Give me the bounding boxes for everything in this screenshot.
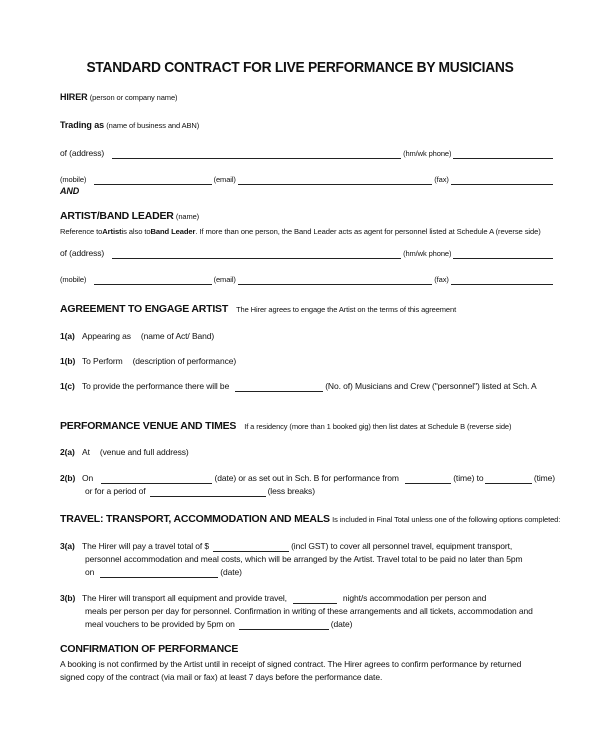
fax-label: (fax) — [434, 175, 449, 184]
clause-number: 2(a) — [60, 447, 75, 457]
clause-1b — [60, 356, 555, 367]
clause-text: To Perform — [82, 356, 123, 366]
travel-heading: TRAVEL: TRANSPORT, ACCOMMODATION AND MEALS — [60, 513, 330, 525]
hirer-fax-field[interactable] — [451, 175, 553, 185]
artist-name-row — [60, 211, 540, 222]
clause-text: on — [85, 567, 95, 577]
ref-artist: Artist — [102, 227, 122, 236]
clause-hint: (description of performance) — [132, 356, 237, 366]
agreement-heading-row — [60, 304, 555, 315]
hirer-mobile-field[interactable] — [94, 175, 211, 185]
artist-hint: (name) — [175, 212, 200, 221]
clause-2b — [60, 473, 555, 484]
ref-text: is also to — [121, 227, 151, 236]
clause-text: At — [82, 447, 90, 457]
clause-text: The Hirer will pay a travel total of $ — [82, 541, 210, 551]
clause-number: 3(b) — [60, 593, 76, 603]
clause-number: 1(b) — [60, 356, 76, 366]
clause-number: 3(a) — [60, 541, 75, 551]
travel-total-field[interactable] — [213, 542, 289, 552]
clause-text: meals per person per day for personnel. Confirmation in writing of these arrangements and all tickets, accommodation and — [85, 606, 533, 616]
clause-text: personnel accommodation and meal costs, which will be arranged by the Artist. Travel total to be paid no later than 5pm — [85, 554, 523, 564]
start-time-field[interactable] — [405, 474, 451, 484]
clause-text: Appearing as — [82, 331, 131, 341]
artist-address-row — [60, 248, 555, 259]
hirer-phone-field[interactable] — [453, 149, 553, 159]
hirer-email-field[interactable] — [238, 175, 432, 185]
clause-number: 1(c) — [60, 381, 75, 391]
ref-text: Reference to — [60, 227, 103, 236]
fax-label: (fax) — [434, 275, 449, 284]
confirmation-heading-row — [60, 644, 555, 655]
clause-hint: (name of Act/ Band) — [140, 331, 215, 341]
clause-hint: (No. of) Musicians and Crew ("personnel") listed at Sch. A — [325, 381, 537, 391]
clause-3b-line3 — [60, 619, 555, 630]
clause-text: or for a period of — [85, 486, 146, 496]
mobile-label: (mobile) — [60, 275, 87, 284]
clause-hint: (time) to — [453, 473, 484, 483]
hirer-hint: (person or company name) — [89, 93, 178, 102]
clause-text: night/s accommodation per person and — [342, 593, 487, 603]
email-label: (email) — [213, 175, 236, 184]
clause-number: 2(b) — [60, 473, 76, 483]
confirmation-heading: CONFIRMATION OF PERFORMANCE — [60, 643, 239, 655]
trading-row — [60, 120, 555, 131]
clause-3a-line3 — [60, 567, 555, 578]
trading-label: Trading as — [60, 120, 105, 130]
artist-mobile-field[interactable] — [94, 275, 211, 285]
artist-address-field[interactable] — [112, 249, 401, 259]
clause-3b-line2 — [60, 606, 555, 617]
confirmation-text: signed copy of the contract (via mail or fax) at least 7 days before the performance date. — [60, 672, 383, 682]
end-time-field[interactable] — [485, 474, 531, 484]
clause-2a — [60, 447, 555, 458]
travel-note: Is included in Final Total unless one of the following options completed: — [332, 515, 561, 524]
address-label: of (address) — [60, 248, 105, 258]
hirer-address-field[interactable] — [112, 149, 401, 159]
artist-reference-note — [60, 226, 565, 237]
confirmation-line-1 — [60, 659, 555, 670]
address-label: of (address) — [60, 148, 105, 158]
travel-heading-row — [60, 514, 560, 525]
ref-band-leader: Band Leader — [150, 227, 196, 236]
mobile-label: (mobile) — [60, 175, 87, 184]
artist-contact-row — [60, 274, 555, 285]
clause-hint: (time) — [533, 473, 555, 483]
clause-hint: (date) — [220, 567, 242, 577]
clause-3b — [60, 593, 555, 604]
clause-text: To provide the performance there will be — [82, 381, 230, 391]
clause-1c — [60, 381, 555, 392]
nights-field[interactable] — [293, 594, 337, 604]
clause-hint: (date) or as set out in Sch. B for performance from — [214, 473, 399, 483]
agreement-note: The Hirer agrees to engage the Artist on the terms of this agreement — [236, 305, 457, 314]
venue-heading: PERFORMANCE VENUE AND TIMES — [60, 420, 237, 432]
artist-email-field[interactable] — [238, 275, 432, 285]
email-label: (email) — [213, 275, 236, 284]
clause-3a-line2 — [60, 554, 555, 565]
artist-label: ARTIST/BAND LEADER — [60, 210, 174, 222]
clause-number: 1(a) — [60, 331, 75, 341]
trading-hint: (name of business and ABN) — [106, 121, 200, 130]
artist-phone-field[interactable] — [453, 249, 553, 259]
clause-text: meal vouchers to be provided by 5pm on — [85, 619, 235, 629]
hirer-name-row — [60, 92, 555, 103]
clause-3a — [60, 541, 555, 552]
hirer-label: HIRER — [60, 92, 88, 102]
phone-label: (hm/wk phone) — [403, 249, 452, 258]
hirer-contact-row — [60, 174, 555, 185]
confirmation-line-2 — [60, 672, 555, 683]
document-title: STANDARD CONTRACT FOR LIVE PERFORMANCE BY MUSICIANS — [86, 59, 514, 76]
ref-text: . If more than one person, the Band Leader acts as agent for personnel listed at Schedule A (reverse side) — [195, 227, 541, 236]
date-field[interactable] — [101, 474, 212, 484]
clause-text: (incl GST) to cover all personnel travel, equipment transport, — [291, 541, 513, 551]
period-field[interactable] — [150, 487, 266, 497]
confirmation-text: A booking is not confirmed by the Artist until in receipt of signed contract. The Hirer agrees to confirm performance by returned — [60, 659, 522, 669]
travel-date-field[interactable] — [100, 568, 218, 578]
clause-hint: (less breaks) — [267, 486, 315, 496]
voucher-date-field[interactable] — [239, 620, 329, 630]
venue-note: If a residency (more than 1 booked gig) then list dates at Schedule B (reverse side) — [244, 422, 512, 431]
musician-count-field[interactable] — [235, 382, 323, 392]
clause-text: The Hirer will transport all equipment and provide travel, — [82, 593, 287, 603]
artist-fax-field[interactable] — [451, 275, 553, 285]
clause-text: On — [82, 473, 94, 483]
clause-1a — [60, 331, 555, 342]
clause-hint: (venue and full address) — [99, 447, 189, 457]
phone-label: (hm/wk phone) — [403, 149, 452, 158]
agreement-heading: AGREEMENT TO ENGAGE ARTIST — [60, 303, 229, 315]
hirer-address-row — [60, 148, 555, 159]
and-label: AND — [60, 186, 80, 196]
venue-heading-row — [60, 421, 555, 432]
clause-2b-line2 — [60, 486, 555, 497]
and-row — [60, 186, 555, 197]
clause-hint: (date) — [330, 619, 353, 629]
